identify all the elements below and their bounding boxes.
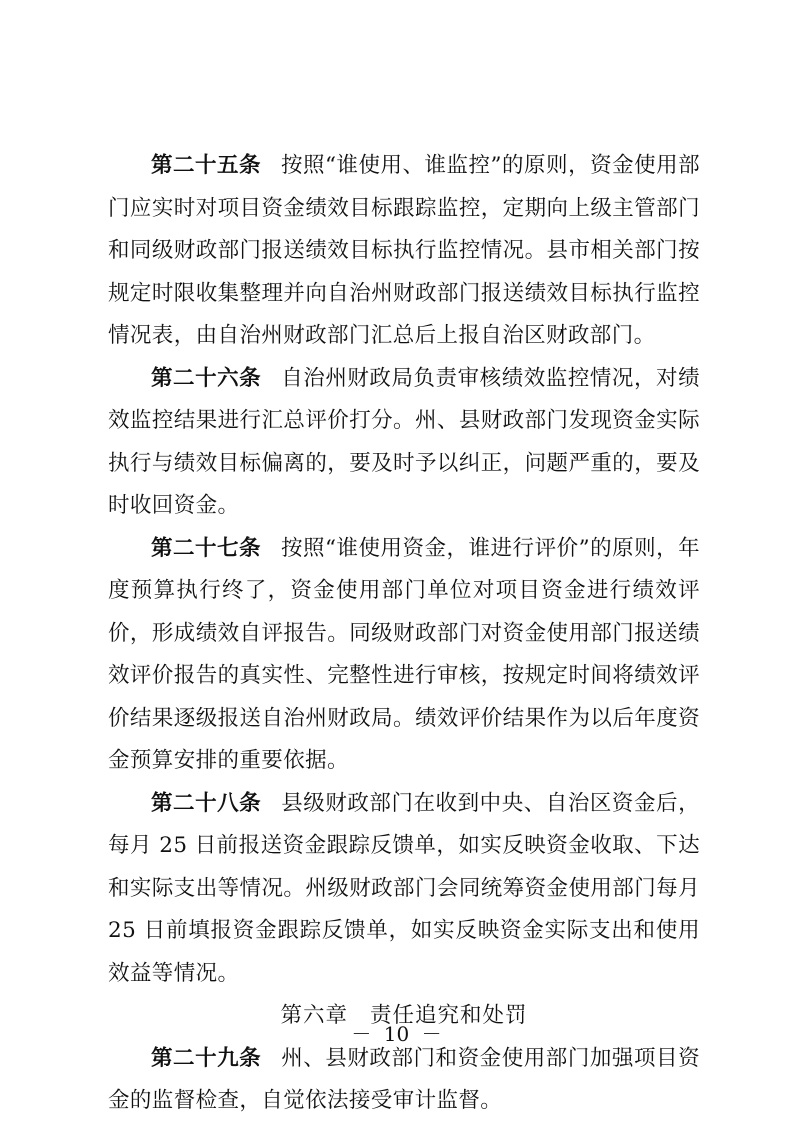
page-number: － 10 － <box>351 1022 442 1046</box>
article-28 <box>108 783 700 996</box>
article-text: 县级财政部门在收到中央、自治区资金后，每月 25 日前报送资金跟踪反馈单，如实反映资金收取、下达和实际支出等情况。州级财政部门会同统筹资金使用部门每月 25 日前填报资金跟踪反馈单，如实反映资金实际支出和使用效益等情况。 <box>108 790 700 986</box>
document-body <box>108 145 700 1123</box>
article-25 <box>108 145 700 358</box>
article-label: 第二十八条 <box>151 790 262 816</box>
article-29 <box>108 1038 700 1123</box>
article-label: 第二十五条 <box>151 153 262 178</box>
article-label: 第二十六条 <box>151 365 262 391</box>
article-label: 第二十七条 <box>151 535 262 561</box>
chapter-title: 责任追究和处罚 <box>370 1003 528 1028</box>
article-text: 州、县财政部门和资金使用部门加强项目资金的监督检查，自觉依法接受审计监督。 <box>108 1045 700 1113</box>
article-label: 第二十九条 <box>151 1045 262 1071</box>
article-text: 自治州财政局负责审核绩效监控情况，对绩效监控结果进行汇总评价打分。州、县财政部门发现资金实际执行与绩效目标偏离的，要及时予以纠正，问题严重的，要及时收回资金。 <box>108 365 700 518</box>
article-27 <box>108 528 700 783</box>
article-26 <box>108 358 700 528</box>
article-text: 按照“谁使用、谁监控”的原则，资金使用部门应实时对项目资金绩效目标跟踪监控，定期向上级主管部门和同级财政部门报送绩效目标执行监控情况。县市相关部门按规定时限收集整理并向自治州财政部门报送绩效目标执行监控情况表，由自治州财政部门汇总后上报自治区财政部门。 <box>108 153 700 348</box>
chapter-number: 第六章 <box>280 1003 348 1028</box>
article-text: 按照“谁使用资金，谁进行评价”的原则，年度预算执行终了，资金使用部门单位对项目资金进行绩效评价，形成绩效自评报告。同级财政部门对资金使用部门报送绩效评价报告的真实性、完整性进行审核，按规定时间将绩效评价结果逐级报送自治州财政局。绩效评价结果作为以后年度资金预算安排的重要依据。 <box>108 535 700 773</box>
